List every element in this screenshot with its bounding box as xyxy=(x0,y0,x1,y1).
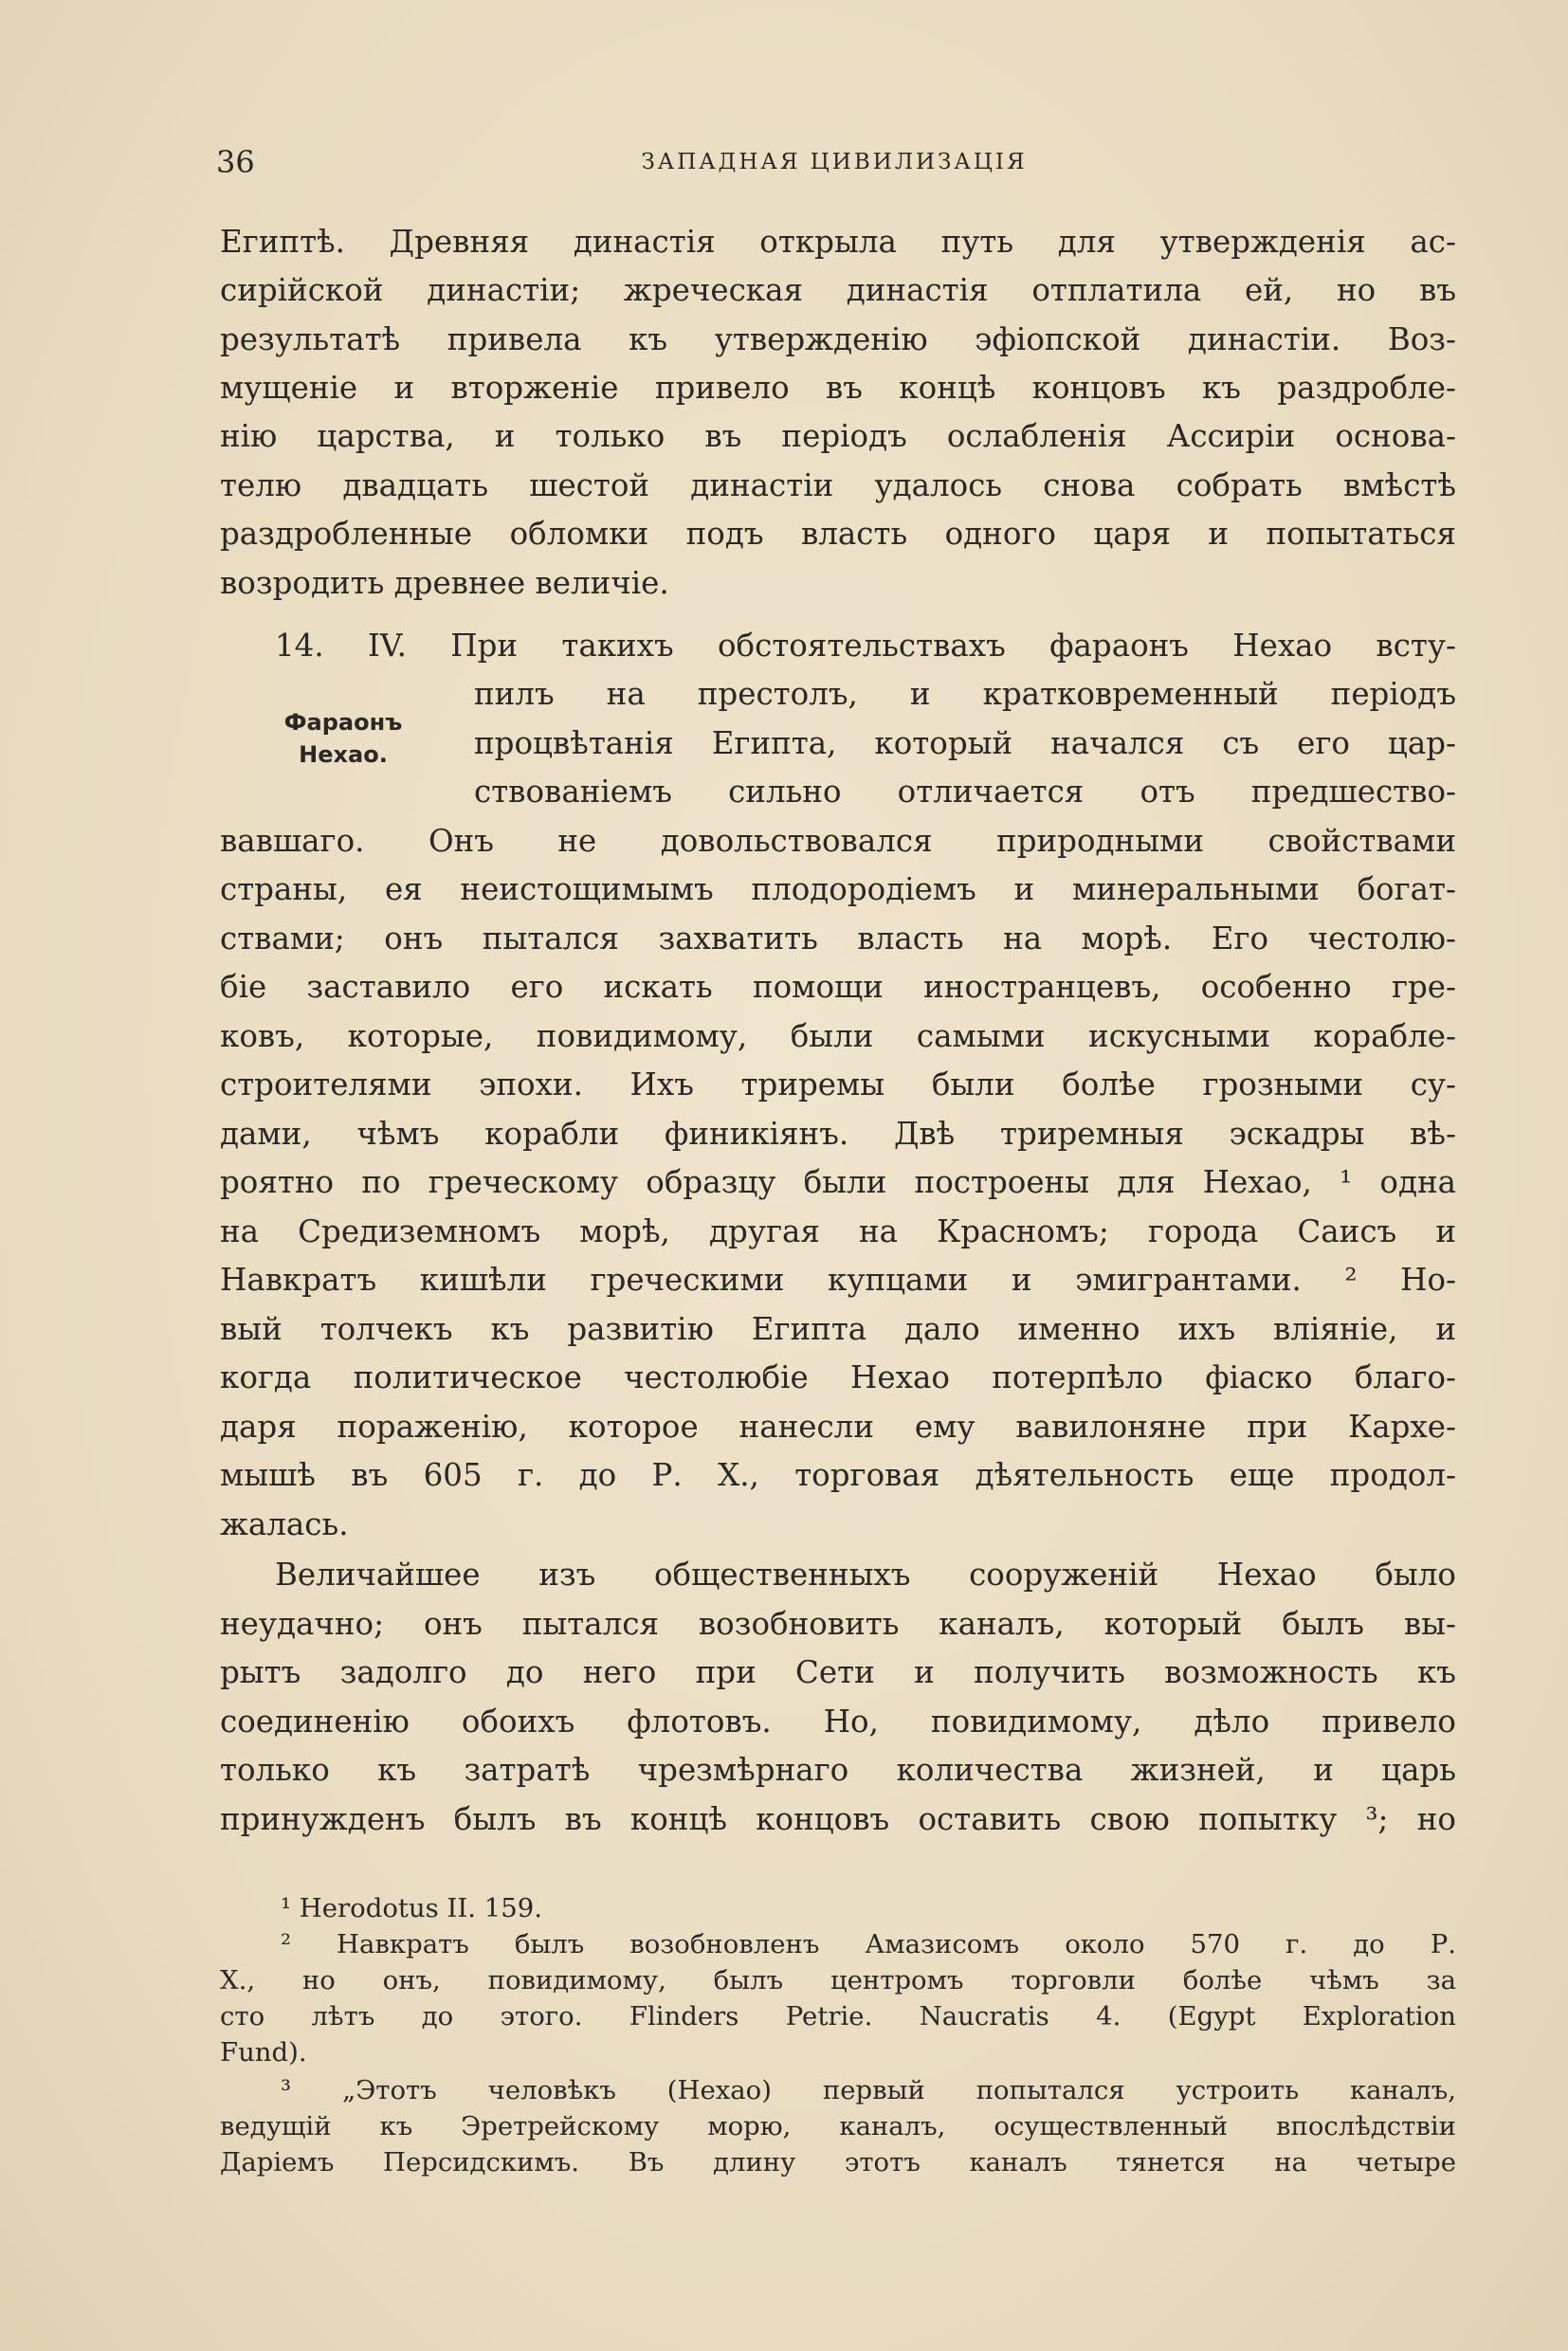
body-line: только къ затратѣ чрезмѣрнаго количества жизней, и царь xyxy=(220,1752,1456,1788)
body-line: сирійской династіи; жреческая династія отплатила ей, но въ xyxy=(220,272,1456,308)
body-line: мышѣ въ 605 г. до Р. Х., торговая дѣятельность еще продол- xyxy=(220,1457,1456,1493)
body-line: возродить древнее величіе. xyxy=(220,565,669,601)
body-line: нію царства, и только въ періодъ ослабленія Ассиріи основа- xyxy=(220,418,1456,454)
body-line: ковъ, которые, повидимому, были самыми искусными корабле- xyxy=(220,1018,1456,1054)
running-title: ЗАПАДНАЯ ЦИВИЛИЗАЦІЯ xyxy=(641,150,1028,174)
page-number: 36 xyxy=(216,144,255,180)
body-line: даря пораженію, которое нанесли ему вавилоняне при Кархе- xyxy=(220,1409,1456,1445)
body-line: вавшаго. Онъ не довольствовался природными свойствами xyxy=(220,823,1456,859)
body-line: Египтѣ. Древняя династія открыла путь для утвержденія ас- xyxy=(220,224,1456,260)
body-line: процвѣтанія Египта, который начался съ его цар- xyxy=(474,725,1456,761)
body-line: строителями эпохи. Ихъ триремы были болѣе грозными су- xyxy=(220,1066,1456,1103)
body-line: біе заставило его искать помощи иностранцевъ, особенно гре- xyxy=(220,969,1456,1005)
body-line: роятно по греческому образцу были построены для Нехао, ¹ одна xyxy=(220,1164,1456,1200)
body-line: страны, ея неистощимымъ плодородіемъ и минеральными богат- xyxy=(220,871,1456,907)
body-line: вый толчекъ къ развитію Египта дало именно ихъ вліяніе, и xyxy=(220,1311,1456,1347)
footnote-line: ¹ Herodotus II. 159. xyxy=(281,1893,542,1923)
body-line: на Средиземномъ морѣ, другая на Красномъ; города Саисъ и xyxy=(220,1213,1456,1249)
body-line: жалась. xyxy=(220,1506,349,1542)
body-line: ствами; онъ пытался захватить власть на морѣ. Его честолю- xyxy=(220,920,1456,957)
body-line: рытъ задолго до него при Сети и получить возможность къ xyxy=(220,1654,1456,1690)
body-line: соединенію обоихъ флотовъ. Но, повидимому, дѣло привело xyxy=(220,1704,1456,1740)
footnote-line: сто лѣтъ до этого. Flinders Petrie. Naucratis 4. (Egypt Exploration xyxy=(220,2001,1456,2032)
body-line: мущеніе и вторженіе привело въ концѣ концовъ къ раздробле- xyxy=(220,370,1456,406)
body-line: результатѣ привела къ утвержденію эфіопской династіи. Воз- xyxy=(220,321,1456,357)
footnote-line: ³ „Этотъ человѣкъ (Нехао) первый попытался устроить каналъ, xyxy=(281,2075,1456,2105)
body-line: дами, чѣмъ корабли финикіянъ. Двѣ триремныя эскадры вѣ- xyxy=(220,1116,1456,1152)
body-line: принужденъ былъ въ концѣ концовъ оставить свою попытку ³; но xyxy=(220,1801,1456,1837)
body-line: 14. IV. При такихъ обстоятельствахъ фараонъ Нехао всту- xyxy=(275,628,1456,664)
margin-note-line: Нехао. xyxy=(299,741,388,768)
footnote-line: Даріемъ Персидскимъ. Въ длину этотъ каналъ тянется на четыре xyxy=(220,2147,1456,2178)
footnote-line: ведущій къ Эретрейскому морю, каналъ, осуществленный впослѣдствіи xyxy=(220,2111,1456,2141)
body-line: когда политическое честолюбіе Нехао потерпѣло фіаско благо- xyxy=(220,1359,1456,1395)
body-line: раздробленные обломки подъ власть одного царя и попытаться xyxy=(220,516,1456,552)
page-header xyxy=(212,142,1456,186)
body-line: неудачно; онъ пытался возобновить каналъ, который былъ вы- xyxy=(220,1606,1456,1642)
body-line: Величайшее изъ общественныхъ сооруженій Нехао было xyxy=(275,1557,1456,1593)
footnote-line: Fund). xyxy=(220,2037,307,2068)
margin-note-line: Фараонъ xyxy=(283,709,403,736)
body-line: Навкратъ кишѣли греческими купцами и эмигрантами. ² Но- xyxy=(220,1262,1456,1298)
body-line: пилъ на престолъ, и кратковременный періодъ xyxy=(474,676,1456,712)
footnote-line: ² Навкратъ былъ возобновленъ Амазисомъ около 570 г. до Р. xyxy=(281,1929,1456,1959)
margin-note xyxy=(248,706,438,771)
footnote-line: Х., но онъ, повидимому, былъ центромъ торговли болѣе чѣмъ за xyxy=(220,1965,1456,1996)
body-line: телю двадцать шестой династіи удалось снова собрать вмѣстѣ xyxy=(220,467,1456,503)
body-line: ствованіемъ сильно отличается отъ предшество- xyxy=(474,774,1456,810)
